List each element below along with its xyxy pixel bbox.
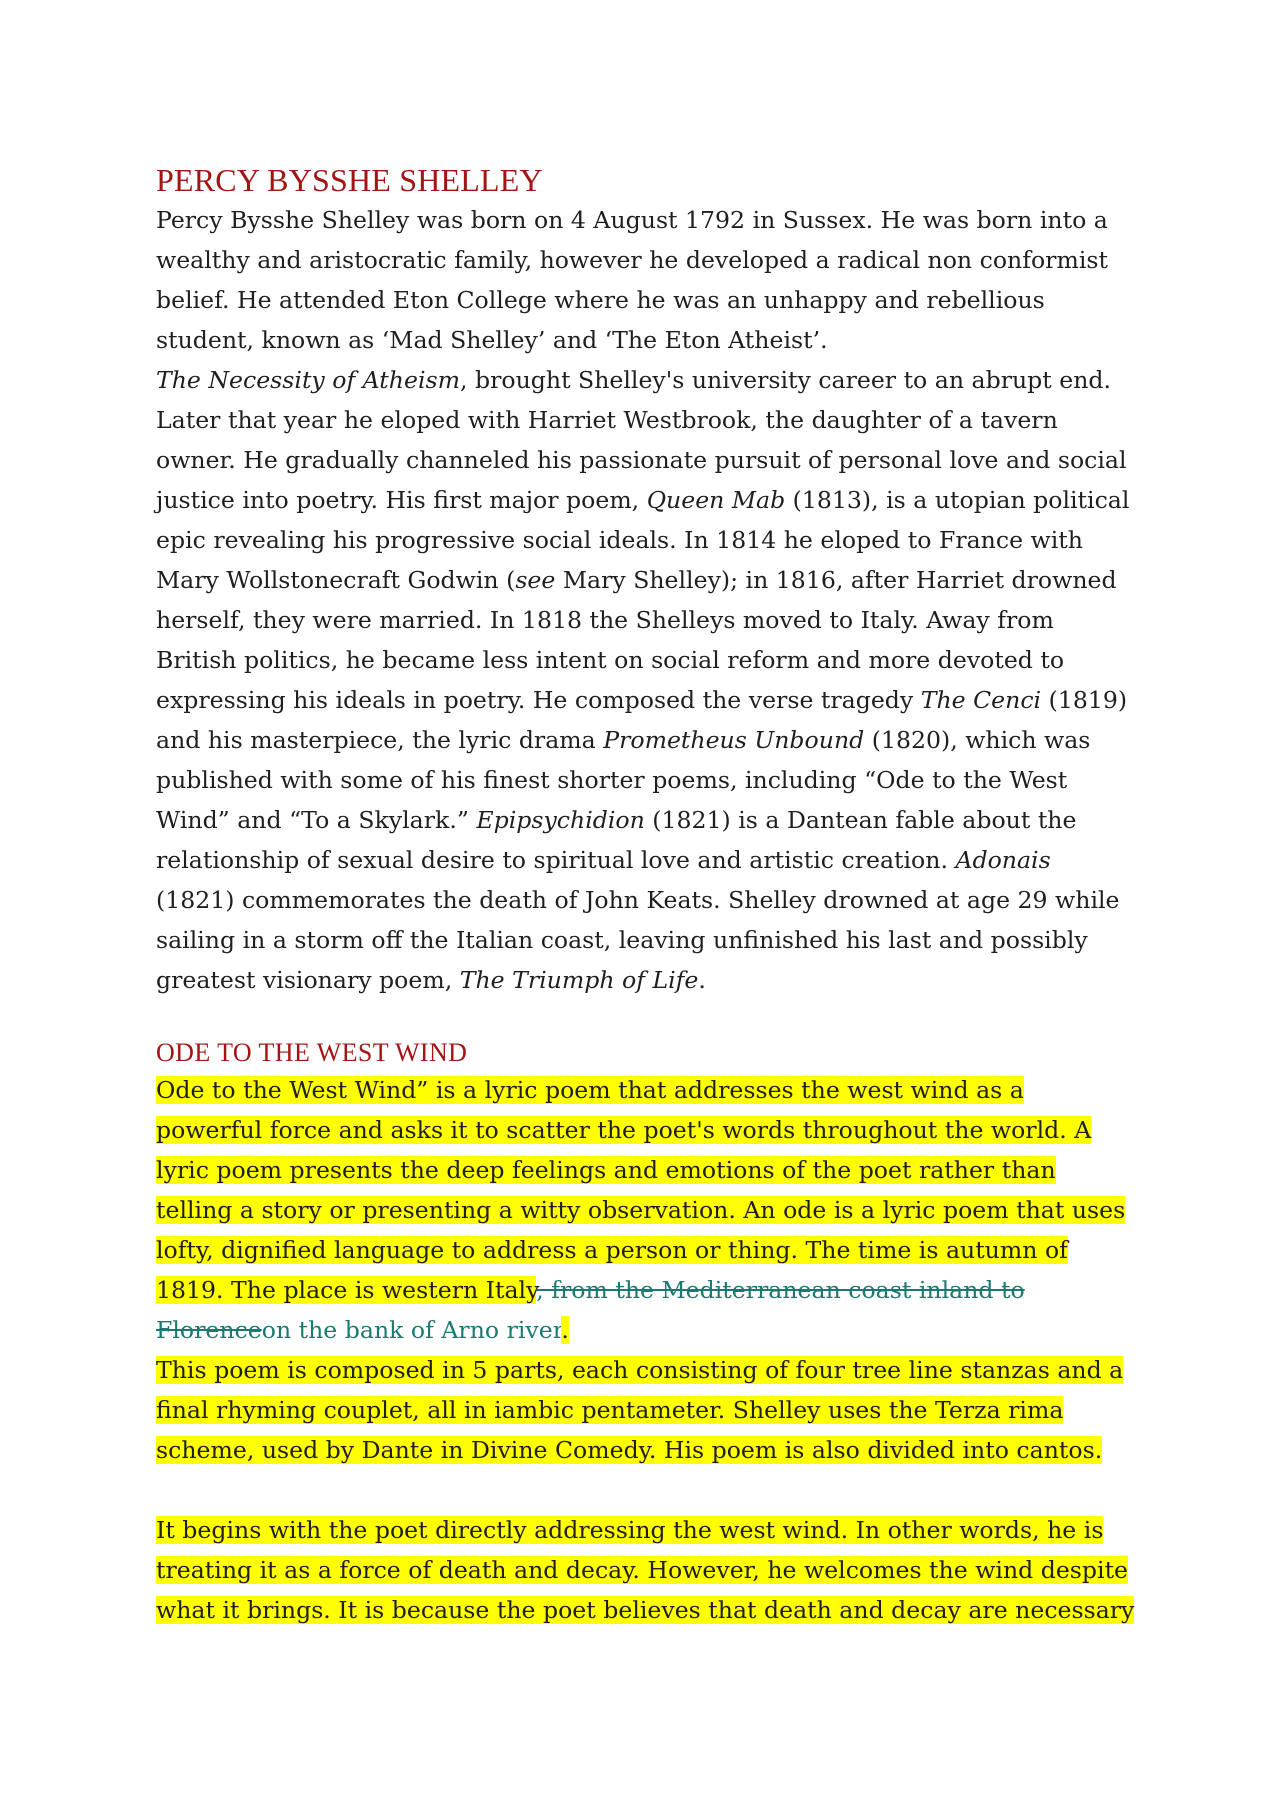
deleted-text: , from the Mediterranean coast inland to Florence [156, 1276, 1025, 1344]
bio-text: (1813), is a utopian political epic revealing his progressive social ideals. In 1814 he eloped to France with Mary Wollstonecraft Godwin ( [156, 486, 1130, 594]
bio-title: PERCY BYSSHE SHELLEY [156, 162, 543, 198]
inserted-text: on the bank of Arno river [261, 1316, 562, 1344]
ode-paragraph-3 [156, 1510, 1136, 1630]
bio-text: (1821) commemorates the death of John Keats. Shelley drowned at age 29 while sailing in a storm off the Italian coast, leaving unfinished his last and possibly greatest visionary poem, [156, 886, 1120, 994]
work-title: Epipsychidion [476, 806, 645, 834]
bio-text: Mary Shelley); in 1816, after Harriet drowned herself, they were married. In 1818 the Shelleys moved to Italy. Away from British politics, he became less intent on social reform and more devoted to expressing his ideals in poetry. He composed the verse tragedy [156, 566, 1117, 714]
bio-paragraph-2 [156, 360, 1136, 1000]
highlighted-text: This poem is composed in 5 parts, each consisting of four tree line stanzas and a final rhyming couplet, all in iambic pentameter. Shelley uses the Terza rima scheme, used by Dante in Divine Comedy. His poem is also divided into cantos. [156, 1356, 1124, 1464]
work-title: Queen Mab [646, 486, 786, 514]
cross-reference: see [515, 566, 556, 594]
bio-text: . [698, 966, 706, 994]
bio-text: (1821) is a Dantean fable about the relationship of sexual desire to spiritual love and artistic creation. [156, 806, 1077, 874]
highlighted-text: It begins with the poet directly addressing the west wind. In other words, he is treating it as a force of death and decay. However, he welcomes the wind despite what it brings. It is because the poet believes that death and decay are necessary [156, 1516, 1135, 1624]
ode-paragraph-1 [156, 1070, 1136, 1350]
bio-text: (1819) and his masterpiece, the lyric drama [156, 686, 1128, 754]
work-title: The Cenci [920, 686, 1042, 714]
bio-text: , brought Shelley's university career to an abrupt end. Later that year he eloped with Harriet Westbrook, the daughter of a tavern owner. He gradually channeled his passionate pursuit of personal love and social justice into poetry. His first major poem, [156, 366, 1127, 514]
work-title: Adonais [955, 846, 1051, 874]
ode-paragraph-2 [156, 1350, 1136, 1470]
highlighted-text: Ode to the West Wind” is a lyric poem that addresses the west wind as a powerful force and asks it to scatter the poet's words throughout the world. A lyric poem presents the deep feelings and emotions of the poet rather than telling a story or presenting a witty observation. An ode is a lyric poem that uses lofty, dignified language to address a person or thing. The time is autumn of 1819. The place is western Italy [156, 1076, 1126, 1304]
highlighted-text: . [561, 1316, 569, 1344]
work-title: The Triumph of Life [459, 966, 699, 994]
ode-title: ODE TO THE WEST WIND [156, 1038, 468, 1067]
work-title: The Necessity of Atheism [156, 366, 460, 394]
bio-text: (1820), which was published with some of his finest shorter poems, including “Ode to the West Wind” and “To a Skylark.” [156, 726, 1091, 834]
paragraph-spacer [156, 1470, 1136, 1510]
document-page [156, 160, 1136, 1630]
work-title: Prometheus Unbound [603, 726, 865, 754]
bio-paragraph-1: Percy Bysshe Shelley was born on 4 August 1792 in Sussex. He was born into a wealthy and aristocratic family, however he developed a radical non conformist belief. He attended Eton College where he was an unhappy and rebellious student, known as ‘Mad Shelley’ and ‘The Eton Atheist’. [156, 206, 1108, 354]
